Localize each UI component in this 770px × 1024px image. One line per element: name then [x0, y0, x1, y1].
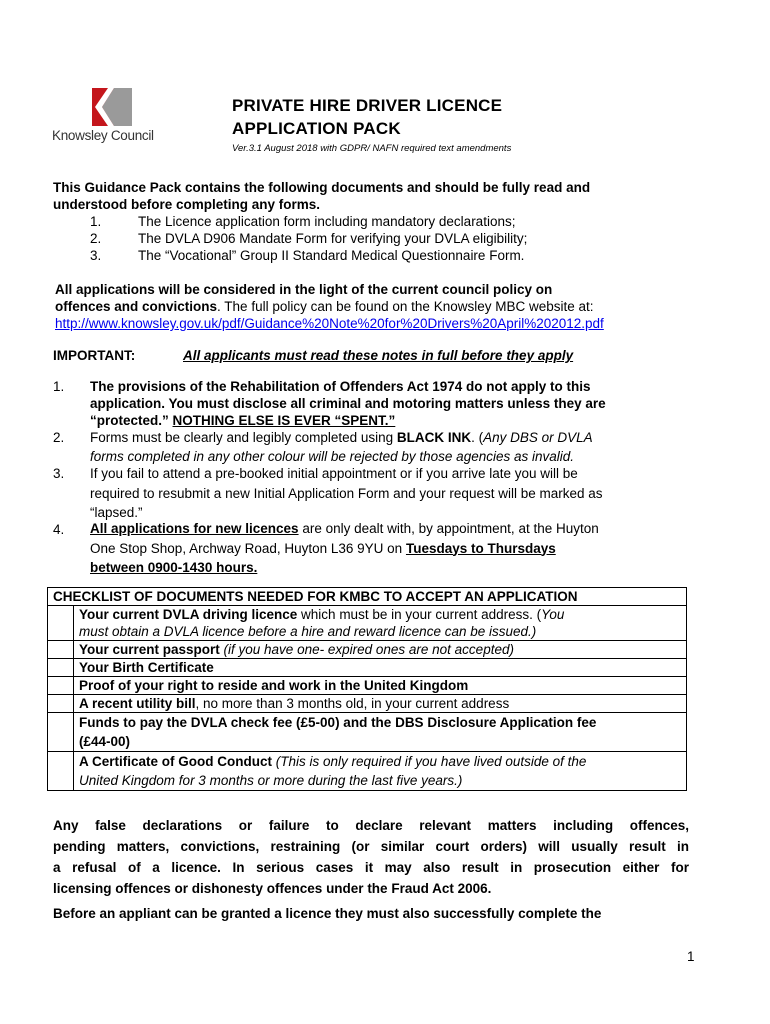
note-item	[53, 521, 693, 581]
note-item	[53, 429, 693, 465]
list-item	[90, 247, 650, 264]
note-text: “protected.”	[90, 413, 173, 428]
checkbox-cell[interactable]	[48, 677, 74, 695]
checklist-header: CHECKLIST OF DOCUMENTS NEEDED FOR KMBC TO ACCEPT AN APPLICATION	[48, 588, 687, 606]
note-underlined: NOTHING ELSE IS EVER “SPENT.”	[172, 413, 396, 428]
notes-list	[53, 378, 693, 581]
item-bold: (£44-00)	[79, 734, 131, 749]
note-line: between 0900-1430 hours.	[90, 560, 258, 575]
title-line-1: PRIVATE HIRE DRIVER LICENCE	[232, 96, 503, 115]
checklist-item	[74, 641, 687, 659]
item-text: , no more than 3 months old, in your current address	[195, 696, 510, 711]
item-bold: A recent utility bill	[79, 696, 196, 711]
policy-line-2	[55, 298, 604, 315]
checkbox-cell[interactable]	[48, 641, 74, 659]
list-text: The Licence application form including mandatory declarations;	[138, 214, 516, 229]
paragraph-line: licensing offences or dishonesty offences under the Fraud Act 2006.	[53, 881, 492, 896]
title-line-2: APPLICATION PACK	[232, 119, 401, 138]
policy-link[interactable]: http://www.knowsley.gov.uk/pdf/Guidance%20Note%20for%20Drivers%20April%202012.pdf	[55, 316, 604, 331]
table-row	[48, 695, 687, 713]
false-declarations-paragraph	[53, 815, 689, 899]
page-number: 1	[687, 949, 695, 964]
guidance-intro	[53, 179, 590, 213]
note-line: “lapsed.”	[90, 505, 143, 520]
checklist-item	[74, 659, 687, 677]
table-row	[48, 752, 687, 791]
note-bold-underlined: Tuesdays to Thursdays	[405, 540, 556, 556]
item-bold: A Certificate of Good Conduct	[79, 754, 272, 769]
note-line	[90, 519, 599, 539]
note-number: 1.	[53, 379, 65, 394]
list-text: The “Vocational” Group II Standard Medical Questionnaire Form.	[138, 248, 525, 263]
checkbox-cell[interactable]	[48, 713, 74, 752]
item-bold: Your current passport	[79, 642, 220, 657]
note-text: are only dealt with, by appointment, at the Huyton	[298, 521, 599, 536]
item-bold: Proof of your right to reside and work in the United Kingdom	[79, 678, 469, 693]
item-italic: (This is only required if you have lived outside of the	[272, 754, 587, 769]
guidance-intro-line-2: understood before completing any forms.	[53, 197, 321, 212]
table-row	[48, 659, 687, 677]
list-item	[90, 230, 650, 247]
checklist-item	[74, 677, 687, 695]
version-note: Ver.3.1 August 2018 with GDPR/ NAFN required text amendments	[232, 143, 512, 154]
item-italic: (if you have one- expired ones are not accepted)	[219, 642, 514, 657]
guidance-list	[90, 213, 650, 264]
note-line	[90, 428, 593, 447]
note-bold: BLACK INK	[396, 430, 472, 445]
policy-rest: . The full policy can be found on the Knowsley MBC website at:	[217, 299, 594, 314]
checkbox-cell[interactable]	[48, 606, 74, 641]
list-number: 1.	[90, 214, 102, 229]
note-line: required to resubmit a new Initial Application Form and your request will be marked as	[90, 485, 603, 501]
checklist-item	[74, 606, 687, 641]
paragraph-line: Any false declarations or failure to declare relevant matters including offences,	[53, 818, 689, 833]
checkbox-cell[interactable]	[48, 695, 74, 713]
knowsley-logo-icon	[92, 88, 132, 126]
note-italic: Any DBS or DVLA	[483, 430, 593, 445]
note-item	[53, 465, 693, 521]
list-item	[90, 213, 650, 230]
guidance-intro-line-1: This Guidance Pack contains the following documents and should be fully read and	[53, 180, 591, 195]
note-bold-underlined: All applications for new licences	[90, 521, 299, 536]
note-text: One Stop Shop, Archway Road, Huyton L36 9YU on	[90, 540, 406, 556]
item-italic: You	[541, 607, 565, 622]
note-line: If you fail to attend a pre-booked initial appointment or if you arrive late you will be	[90, 466, 578, 481]
checklist-table	[47, 587, 687, 791]
checklist-item	[74, 695, 687, 713]
note-line: application. You must disclose all criminal and motoring matters unless they are	[90, 396, 606, 411]
table-row	[48, 677, 687, 695]
checkbox-cell[interactable]	[48, 752, 74, 791]
paragraph-line: a refusal of a licence. In serious cases it may also result in prosecution either for	[53, 860, 689, 875]
checkbox-cell[interactable]	[48, 659, 74, 677]
closing-line: Before an appliant can be granted a licence they must also successfully complete the	[53, 906, 602, 921]
paragraph-line: pending matters, convictions, restraining (or similar court orders) will usually result in	[53, 839, 689, 854]
policy-paragraph	[55, 281, 604, 332]
item-italic: must obtain a DVLA licence before a hire and reward licence can be issued.)	[79, 624, 537, 639]
note-line: The provisions of the Rehabilitation of Offenders Act 1974 do not apply to this	[90, 379, 591, 394]
important-note: All applicants must read these notes in full before they apply	[183, 348, 574, 363]
policy-line-1: All applications will be considered in the light of the current council policy on	[55, 282, 553, 297]
policy-bold: offences and convictions	[55, 299, 218, 314]
note-text: . (	[471, 430, 484, 445]
item-italic: United Kingdom for 3 months or more during the last five years.)	[79, 773, 463, 788]
item-bold: Your current DVLA driving licence	[79, 607, 298, 622]
logo-text: Knowsley Council	[52, 128, 154, 143]
note-item	[53, 378, 693, 429]
item-text: which must be in your current address. (	[297, 607, 542, 622]
important-label: IMPORTANT:	[53, 348, 136, 363]
checklist-header-row	[48, 588, 687, 606]
list-number: 2.	[90, 231, 102, 246]
checklist-item	[74, 752, 687, 791]
table-row	[48, 641, 687, 659]
note-text: Forms must be clearly and legibly completed using	[90, 430, 397, 445]
note-number: 3.	[53, 466, 65, 481]
note-number: 2.	[53, 430, 65, 445]
checklist-item	[74, 713, 687, 752]
note-line: forms completed in any other colour will be rejected by those agencies as invalid.	[90, 449, 575, 464]
council-logo	[52, 88, 174, 148]
table-row	[48, 606, 687, 641]
item-bold: Your Birth Certificate	[79, 660, 214, 675]
note-line	[90, 412, 606, 429]
document-title	[232, 94, 502, 140]
table-row	[48, 713, 687, 752]
list-text: The DVLA D906 Mandate Form for verifying your DVLA eligibility;	[138, 231, 528, 246]
list-number: 3.	[90, 248, 102, 263]
note-number: 4.	[53, 522, 65, 537]
note-line	[90, 539, 599, 559]
item-bold: Funds to pay the DVLA check fee (£5-00) and the DBS Disclosure Application fee	[79, 715, 597, 730]
